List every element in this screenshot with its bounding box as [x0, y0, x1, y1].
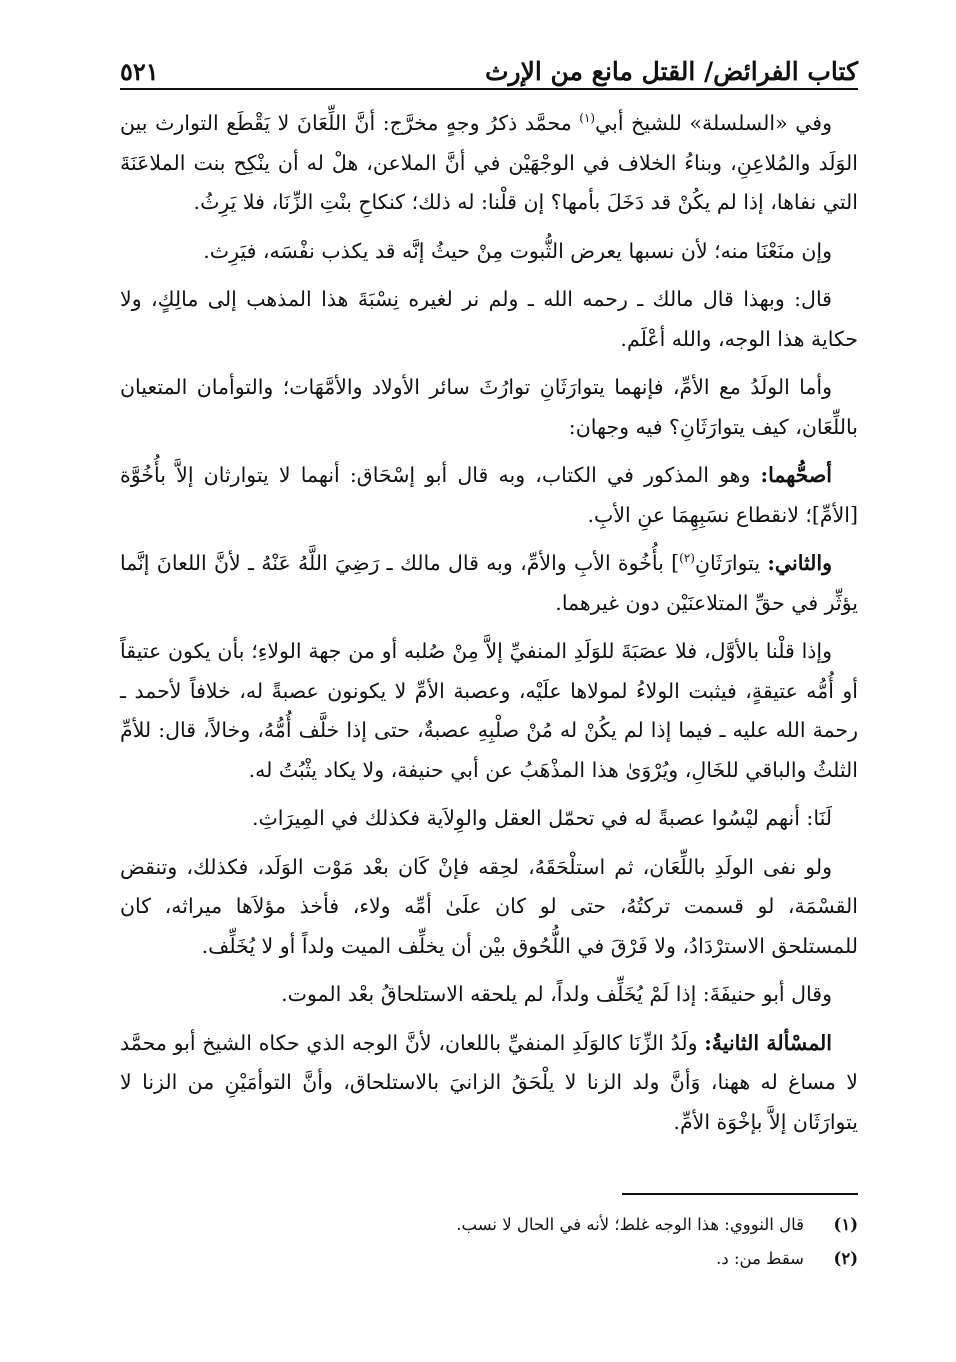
- paragraph-text: ولو نفى الولَدِ باللِّعَان، ثم استلْحَقَهُ، لحِقه فإنْ كَان بعْد مَوْت الوَلَد، فكذلك، وتنقض القسْمَة، لو قسمت تركتُهُ، حتى لو كان علَىٰ أمِّه ولاء، فأخذ مؤلاَها ميراثه، كان للمستلحق الاسترْدَادُ، ولا فَرْقَ في اللُّحُوق بيْن أن يخلِّف الميت ولداً أو لا يُخَلِّف.: [120, 854, 858, 958]
- paragraph-lead: أصحُّهما:: [760, 463, 832, 487]
- page-number: ٥٢١: [120, 57, 159, 86]
- footnote-item: [120, 1242, 858, 1276]
- paragraph-text: وإن منَعْنَا منه؛ لأن نسبها يعرض الثُّبوت مِنْ حيثُ إنَّه قد يكذب نفْسَه، فيَرِث.: [203, 238, 832, 263]
- footnote-text: قال النووي: هذا الوجه غلط؛ لأنه في الحال لا نسب.: [456, 1215, 804, 1234]
- paragraph-text-cont: محمَّد ذكرُ وجهٍ مخرَّج: أنَّ اللِّعَانَ لا يَقْطَع التوارث بين الوَلَد والمُلاعِنِ، وبناءُ الخلاف في الوجْهَيْن في أنَّ الملاعن، هلْ له أن ينْكِح بنت الملاعَنَةَ التي نفاها، إذا لم يكُنْ قد دَخَلَ بأمها؟ إن قلْنا: له ذلك؛ كنكاحِ بنْتِ الزِّنَا، فلا يَرِثُ.: [120, 111, 858, 214]
- paragraph: [120, 848, 858, 967]
- paragraph-text: لَنَا: أنهم ليْسُوا عصبةً له في تحمّل العقل والوِلاَية فكذلك في المِيرَاثِ.: [251, 806, 832, 830]
- paragraph: [120, 544, 858, 623]
- footnote-mark: (٢): [833, 1249, 858, 1268]
- paragraph: [120, 104, 858, 223]
- header-rule: [120, 88, 858, 90]
- paragraph-text: وهو المذكور في الكتاب، وبه قال أبو إسْحَاق: أنهما لا يتوارثان إلاَّ بأُخُوَّة [الأمِّ]؛ لانقطاع نسَبِهِمَا عنِ الأبِ.: [120, 463, 858, 527]
- footnote-mark: (١): [833, 1215, 858, 1234]
- paragraph-text: ولَدُ الزِّنَا كالوَلَدِ المنفيِّ باللعان، لأنَّ الوجه الذي حكاه الشيخ أبو محمَّد لا مساغ له ههنا، وَأنَّ ولد الزنا لا يلْحَقُ الزانيَ بالاستلحاق، وأنَّ التوأمَيْنِ من الزنا لا يتوارَثَان إلاَّ بإخْوَة الأمِّ.: [120, 1030, 858, 1134]
- paragraph-text: قال: وبهذا قال مالك ـ رحمه الله ـ ولم نر لغيره نِسْبَةَ هذا المذهب إلى مالِكٍ، ولا حكاية هذا الوجه، والله أعْلَم.: [120, 287, 858, 351]
- page-header: [120, 40, 858, 84]
- paragraph: [120, 632, 858, 790]
- paragraph: [120, 368, 858, 447]
- footnotes: [120, 1208, 858, 1276]
- footnote-text: سقط من: د.: [716, 1249, 804, 1268]
- paragraph-text: يتوارَثَانِ: [694, 551, 768, 575]
- paragraph: [120, 456, 858, 535]
- paragraph-text: وإذا قلْنا بالأوَّل، فلا عصَبَةَ للوَلَدِ المنفيِّ إلاَّ مِنْ صُلبه أو من جهة الولاءِ؛ بأن يكون عتيقاً أو أُمُّه عتيقةٍ، فيثبت الولاءُ لمولاها علَيْه، وعصبة الأمِّ لا يكونون عصبةً له، خلافاً لأحمد ـ رحمة الله عليه ـ فيما إذا لم يكُنْ له مُنْ صلْبِهِ عصبةٌ، حتى إذا خلَّف أُمُّهُ، وخالاً، قال: للأمِّ الثلثُ والباقي للخَالِ، ويُرْوَىٰ هذا المذْهَبُ عن أبي حنيفة، ولا يكاد يثْبُتُ له.: [120, 639, 858, 782]
- paragraph: [120, 1024, 858, 1143]
- paragraph-text: وأما الولَدُ مع الأمِّ، فإنهما يتوارَثَانِ توارُثَ سائر الأولاد والأمَّهَات؛ والتوأمان المتعيان باللِّعَان، كيف يتوارَثَانِ؟ فيه وجهان:: [120, 375, 858, 439]
- paragraph-text: وفي «السلسلة» للشيخ أبي: [595, 111, 832, 135]
- paragraph-lead: والثاني:: [767, 551, 832, 575]
- footnote-item: [120, 1208, 858, 1242]
- footnote-ref[interactable]: (١): [579, 111, 596, 126]
- paragraph: [120, 280, 858, 359]
- paragraph: [120, 799, 858, 839]
- paragraph-text: وقال أبو حنيفَةَ: إذا لَمْ يُخَلِّف ولداً، لم يلحقه الاستلحاقُ بعْد الموت.: [281, 982, 832, 1006]
- paragraph: [120, 975, 858, 1015]
- paragraph: [120, 232, 858, 272]
- paragraph-text-cont: ] بأُخُوة الأبِ والأمِّ، وبه قال مالك ـ رَضِيَ اللَّهُ عَنْهُ ـ لأنَّ اللعانَ إنَّما يؤثِّر في حقِّ المتلاعنَيْن دون غيرهما.: [120, 551, 858, 615]
- paragraph-lead: المسْألة الثانيةُ:: [704, 1030, 832, 1055]
- footnote-ref[interactable]: (٢): [679, 551, 695, 566]
- running-title: كتاب الفرائض/ القتل مانع من الإرث: [485, 57, 858, 86]
- footnote-rule: [622, 1193, 858, 1195]
- body-text: [120, 104, 858, 1151]
